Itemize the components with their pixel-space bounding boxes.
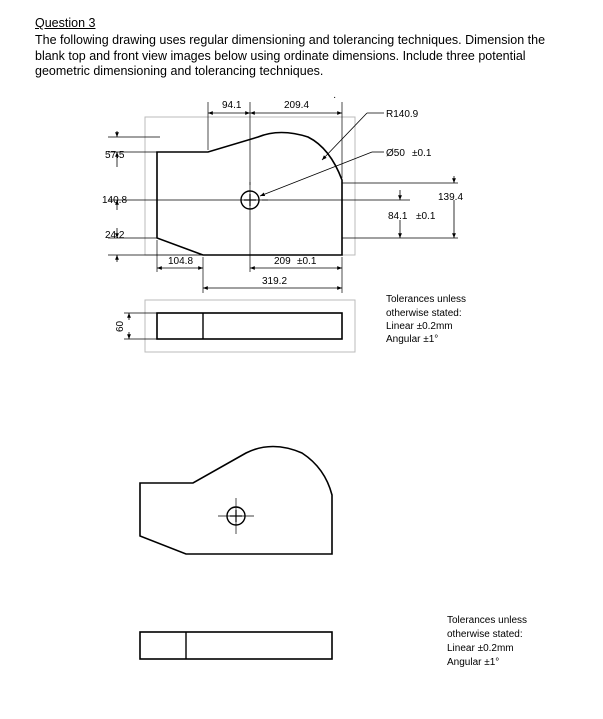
dot-mark: · [333,92,337,103]
dimensioned-front-view [115,300,355,352]
tolerance-note-lower [447,615,527,668]
dim-94-1: 94.1 [222,100,242,111]
dim-209-4: 209.4 [284,100,310,111]
view-frame [145,300,355,352]
hole-diameter: Ø50 [386,148,405,159]
dimensioned-top-view [102,92,463,293]
instruction-line: geometric dimensioning and tolerancing techniques. [35,64,324,78]
part-outline [157,133,342,256]
tolerance-note-upper [386,294,466,345]
dim-104-8: 104.8 [168,256,194,267]
dim-139-4: 139.4 [438,192,464,203]
front-outline [157,313,342,339]
dim-209: 209 [274,256,291,267]
radius-label: R140.9 [386,109,419,120]
hole-tolerance: ±0.1 [412,148,432,159]
note-line: Linear ±0.2mm [447,643,514,654]
blank-top-view [140,447,332,555]
dim-57-5: 57.5 [105,150,125,161]
front-outline [140,632,332,659]
dim-209-tolerance: ±0.1 [297,256,317,267]
note-line: otherwise stated: [386,308,462,319]
radius-leader [322,113,367,160]
note-line: otherwise stated: [447,629,523,640]
note-line: Tolerances unless [447,615,528,626]
dim-24-2: 24.2 [105,230,125,241]
question-title: Question 3 [35,16,96,30]
instruction-line: blank top and front view images below using ordinate dimensions. Include three potential [35,48,526,63]
note-line: Linear ±0.2mm [386,321,453,332]
dim-319-2: 319.2 [262,276,288,287]
blank-front-view [140,632,332,659]
dim-60: 60 [115,320,126,332]
note-line: Tolerances unless [386,294,467,305]
dim-140-8: 140.8 [102,195,128,206]
instruction-line: The following drawing uses regular dimensioning and tolerancing techniques. Dimension the [35,33,546,47]
note-line: Angular ±1° [386,334,439,345]
dim-84-1: 84.1 [388,211,408,222]
note-line: Angular ±1° [447,657,500,668]
dim-84-1-tolerance: ±0.1 [416,211,436,222]
